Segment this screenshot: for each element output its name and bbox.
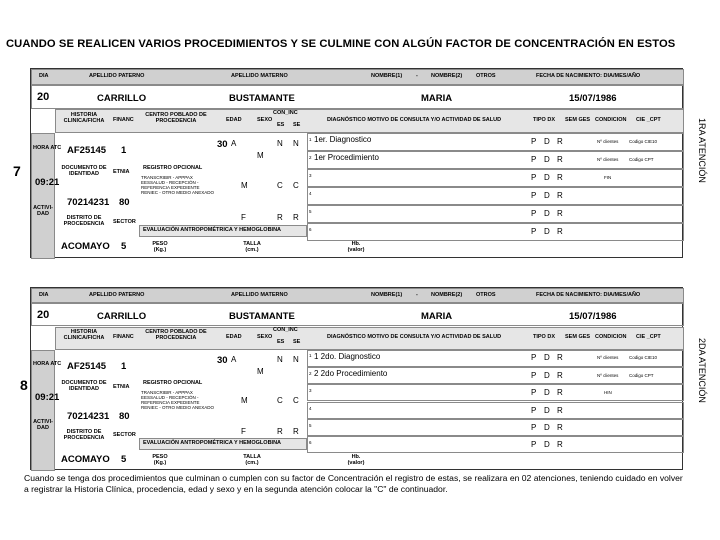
age-unit-a: A <box>231 139 237 148</box>
dx-row <box>307 223 684 241</box>
label-tipo-dx: TIPO DX <box>533 117 556 123</box>
es-c: C <box>277 181 283 190</box>
es-c: C <box>277 396 283 405</box>
dx-row-number: 5 <box>309 209 312 214</box>
label-fecha-nac: FECHA DE NACIMIENTO: DIA/MES/AÑO <box>536 292 641 298</box>
tipo-d: D <box>544 191 550 200</box>
hora-value: 09:21 <box>35 177 60 188</box>
slide-title: CUANDO SE REALICEN VARIOS PROCEDIMIENTOS Y SE CULMINE CON ALGÚN FACTOR DE CONCENTRACIÓN EN ESTOS <box>6 38 676 50</box>
label-centro: CENTRO POBLADO DE PROCEDENCIA <box>145 329 207 341</box>
label-hb: Hb. (valor) <box>347 241 365 253</box>
apellido-materno-value: BUSTAMANTE <box>229 93 295 104</box>
footnote: Cuando se tenga dos procedimientos que culminan o cumplen con su factor de Concentración el registro de estas, se realizara en 02 atenciones, teniendo cuidado en volver a registrar la Historia Clínica, procedencia, edad y sexo y en la segunda atención colocar la "C" de continuador. <box>24 473 683 494</box>
cond2-value: Nº clientes <box>597 373 619 378</box>
financ-value: 1 <box>121 145 127 156</box>
label-registro-small: TRANSCRIBIR - APPPAX EESSALUD - RECEPCIÓN - REFERENCIA EXPEDIENTE RENIEC - OTRO MEDIO ANEXADO <box>141 390 215 410</box>
label-centro: CENTRO POBLADO DE PROCEDENCIA <box>145 112 207 124</box>
etnia-value: 80 <box>119 411 130 422</box>
tipo-r: R <box>557 191 563 200</box>
tipo-d: D <box>544 227 550 236</box>
dx-row-number: 5 <box>309 423 312 428</box>
tipo-r: R <box>557 227 563 236</box>
label-sexo: SEXO <box>257 334 273 340</box>
dx-row <box>307 384 684 401</box>
dx-row <box>307 169 684 187</box>
label-condicion: CONDICION <box>595 334 627 340</box>
cie2-value: Codigo CPT <box>629 157 654 162</box>
label-documento: DOCUMENTO DE IDENTIDAD <box>61 380 107 392</box>
label-financ: FINANC <box>113 117 134 123</box>
label-nombre2: NOMBRE(2) <box>431 292 463 298</box>
label-talla: TALLA (cm.) <box>243 454 261 466</box>
tipo-d: D <box>544 137 550 146</box>
fecha-value: 15/07/1986 <box>569 93 617 104</box>
dx-row <box>307 436 684 453</box>
cie1-value: Codigo CIE10 <box>629 139 658 144</box>
label-talla: TALLA (cm.) <box>243 241 261 253</box>
tipo-p: P <box>531 227 537 236</box>
sexo-f: F <box>241 213 246 222</box>
label-edad: EDAD <box>226 334 242 340</box>
label-se: SE <box>293 339 301 345</box>
left-label-column <box>31 133 55 259</box>
dx-row-number: 6 <box>309 440 312 445</box>
sexo-f: F <box>241 427 246 436</box>
dx-row-number: 6 <box>309 227 312 232</box>
tipo-d: D <box>544 155 550 164</box>
edad-value: 30 <box>217 355 228 366</box>
label-sem-ges: SEM GES <box>565 334 591 340</box>
se-n-1: N <box>293 355 299 364</box>
label-registro: REGISTRO OPCIONAL <box>143 380 203 386</box>
tipo-p: P <box>531 191 537 200</box>
age-unit-a: A <box>231 355 237 364</box>
label-activi: ACTIVI-DAD <box>33 419 53 431</box>
se-n-1: N <box>293 139 299 148</box>
label-diagnostico: DIAGNÓSTICO MOTIVO DE CONSULTA Y/O ACTIVIDAD DE SALUD <box>327 334 502 340</box>
financ-value: 1 <box>121 361 127 372</box>
label-hora-atc: HORA ATC <box>33 145 62 151</box>
es-r: R <box>277 213 283 222</box>
dx2-value: 1er Procedimiento <box>314 153 379 162</box>
dx-row-number: 4 <box>309 406 312 411</box>
dx-row <box>307 187 684 205</box>
documento-value: 70214231 <box>67 411 110 422</box>
tipo-p: P <box>531 371 537 380</box>
tipo-p: P <box>531 406 537 415</box>
tipo-d: D <box>544 388 550 397</box>
tipo-p: P <box>531 155 537 164</box>
registry-form <box>30 287 683 470</box>
sexo-m-2: M <box>241 396 248 405</box>
label-con-inc: CON_INC <box>273 110 298 116</box>
se-r: R <box>293 213 299 222</box>
label-activi: ACTIVI-DAD <box>33 205 53 217</box>
apellido-paterno-value: CARRILLO <box>97 93 147 104</box>
tipo-r: R <box>557 209 563 218</box>
tipo-p: P <box>531 423 537 432</box>
row-number: 7 <box>13 163 21 179</box>
tipo-d: D <box>544 406 550 415</box>
label-financ: FINANC <box>113 334 134 340</box>
tipo-p: P <box>531 173 537 182</box>
label-dia: DIA <box>39 292 49 298</box>
label-otros: OTROS <box>476 73 496 79</box>
distrito-value: ACOMAYO <box>61 241 110 252</box>
hora-value: 09:21 <box>35 392 60 403</box>
dia-value: 20 <box>37 309 50 321</box>
tipo-r: R <box>557 353 563 362</box>
label-apellido-paterno: APELLIDO PATERNO <box>89 73 145 79</box>
dx2-value: 2 2do Procedimiento <box>314 369 388 378</box>
es-r: R <box>277 427 283 436</box>
tipo-p: P <box>531 137 537 146</box>
label-nombre1: NOMBRE(1) <box>371 73 403 79</box>
tipo-d: D <box>544 371 550 380</box>
row-number: 8 <box>20 377 28 393</box>
sector-value: 5 <box>121 241 127 252</box>
edad-value: 30 <box>217 139 228 150</box>
label-con-inc: CON_INC <box>273 327 298 333</box>
label-eval: EVALUACIÓN ANTROPOMÉTRICA Y HEMOGLOBINA <box>143 227 282 233</box>
label-historia: HISTORIA CLINICA/FICHA <box>63 329 105 341</box>
documento-value: 70214231 <box>67 197 110 208</box>
lab-value: HIN <box>604 390 612 395</box>
distrito-value: ACOMAYO <box>61 454 110 465</box>
attention-side-label: 2DA ATENCIÓN <box>697 338 707 403</box>
label-cie-cpt: CIE _CPT <box>636 117 661 123</box>
cond1-value: Nº clientes <box>597 139 619 144</box>
tipo-p: P <box>531 209 537 218</box>
label-eval: EVALUACIÓN ANTROPOMÉTRICA Y HEMOGLOBINA <box>143 440 282 446</box>
historia-value: AF25145 <box>67 361 107 372</box>
label-distrito: DISTRITO DE PROCEDENCIA <box>63 429 105 441</box>
tipo-d: D <box>544 440 550 449</box>
sexo-m-1: M <box>257 151 264 160</box>
tipo-r: R <box>557 440 563 449</box>
label-fecha-nac: FECHA DE NACIMIENTO: DIA/MES/AÑO <box>536 73 641 79</box>
tipo-d: D <box>544 423 550 432</box>
label-otros: OTROS <box>476 292 496 298</box>
tipo-r: R <box>557 423 563 432</box>
lab-value: FIN <box>604 175 612 180</box>
label-hb: Hb. (valor) <box>347 454 365 466</box>
tipo-r: R <box>557 155 563 164</box>
tipo-p: P <box>531 353 537 362</box>
label-registro: REGISTRO OPCIONAL <box>143 165 203 171</box>
label-etnia: ETNIA <box>113 169 130 175</box>
label-se: SE <box>293 122 301 128</box>
dx-row-number: 3 <box>309 173 312 178</box>
label-tipo-dx: TIPO DX <box>533 334 556 340</box>
label-documento: DOCUMENTO DE IDENTIDAD <box>61 165 107 177</box>
tipo-r: R <box>557 406 563 415</box>
dx-row-number: 2 <box>309 371 312 376</box>
tipo-d: D <box>544 173 550 182</box>
label-apellido-materno: APELLIDO MATERNO <box>231 73 288 79</box>
dx-row-number: 1 <box>309 353 312 358</box>
dx-row-number: 2 <box>309 155 312 160</box>
label-sexo: SEXO <box>257 117 273 123</box>
label-peso: PESO (Kg.) <box>152 454 168 466</box>
dx-row-number: 4 <box>309 191 312 196</box>
label-cie-cpt: CIE _CPT <box>636 334 661 340</box>
tipo-r: R <box>557 173 563 182</box>
label-distrito: DISTRITO DE PROCEDENCIA <box>63 215 105 227</box>
attention-side-label: 1RA ATENCIÓN <box>697 118 707 183</box>
tipo-r: R <box>557 388 563 397</box>
dx-row-number: 3 <box>309 388 312 393</box>
label-etnia: ETNIA <box>113 384 130 390</box>
nombre-value: MARIA <box>421 311 453 322</box>
label-peso: PESO (Kg.) <box>152 241 168 253</box>
label-dia: DIA <box>39 73 49 79</box>
label-edad: EDAD <box>226 117 242 123</box>
dx1-value: 1er. Diagnostico <box>314 135 372 144</box>
label-es: ES <box>277 339 285 345</box>
label-dash: - <box>416 73 418 79</box>
cond2-value: Nº clientes <box>597 157 619 162</box>
sexo-m-1: M <box>257 367 264 376</box>
tipo-p: P <box>531 440 537 449</box>
apellido-materno-value: BUSTAMANTE <box>229 311 295 322</box>
registry-form <box>30 68 683 258</box>
cond1-value: Nº clientes <box>597 355 619 360</box>
label-hora-atc: HORA ATC <box>33 361 62 367</box>
se-c: C <box>293 181 299 190</box>
sexo-m-2: M <box>241 181 248 190</box>
label-dash: - <box>416 292 418 298</box>
label-es: ES <box>277 122 285 128</box>
label-nombre1: NOMBRE(1) <box>371 292 403 298</box>
cie1-value: Codigo CIE10 <box>629 355 658 360</box>
label-condicion: CONDICION <box>595 117 627 123</box>
label-sector: SECTOR <box>113 219 136 225</box>
label-apellido-materno: APELLIDO MATERNO <box>231 292 288 298</box>
sector-value: 5 <box>121 454 127 465</box>
tipo-d: D <box>544 209 550 218</box>
historia-value: AF25145 <box>67 145 107 156</box>
label-sector: SECTOR <box>113 432 136 438</box>
left-label-column <box>31 350 55 471</box>
dx1-value: 1 2do. Diagnostico <box>314 352 381 361</box>
tipo-d: D <box>544 353 550 362</box>
label-registro-small: TRANSCRIBIR - APPPAX EESSALUD - RECEPCIÓN - REFERENCIA EXPEDIENTE RENIEC - OTRO MEDIO ANEXADO <box>141 175 215 195</box>
tipo-p: P <box>531 388 537 397</box>
dx-row <box>307 402 684 419</box>
tipo-r: R <box>557 371 563 380</box>
se-c: C <box>293 396 299 405</box>
label-diagnostico: DIAGNÓSTICO MOTIVO DE CONSULTA Y/O ACTIVIDAD DE SALUD <box>327 117 502 123</box>
dx-row-number: 1 <box>309 137 312 142</box>
fecha-value: 15/07/1986 <box>569 311 617 322</box>
apellido-paterno-value: CARRILLO <box>97 311 147 322</box>
etnia-value: 80 <box>119 197 130 208</box>
tipo-r: R <box>557 137 563 146</box>
dx-row <box>307 205 684 223</box>
label-historia: HISTORIA CLINICA/FICHA <box>63 112 105 124</box>
dia-value: 20 <box>37 91 50 103</box>
es-n-1: N <box>277 355 283 364</box>
se-r: R <box>293 427 299 436</box>
es-n-1: N <box>277 139 283 148</box>
dx-row <box>307 419 684 436</box>
cie2-value: Codigo CPT <box>629 373 654 378</box>
label-nombre2: NOMBRE(2) <box>431 73 463 79</box>
nombre-value: MARIA <box>421 93 453 104</box>
label-apellido-paterno: APELLIDO PATERNO <box>89 292 145 298</box>
label-sem-ges: SEM GES <box>565 117 591 123</box>
